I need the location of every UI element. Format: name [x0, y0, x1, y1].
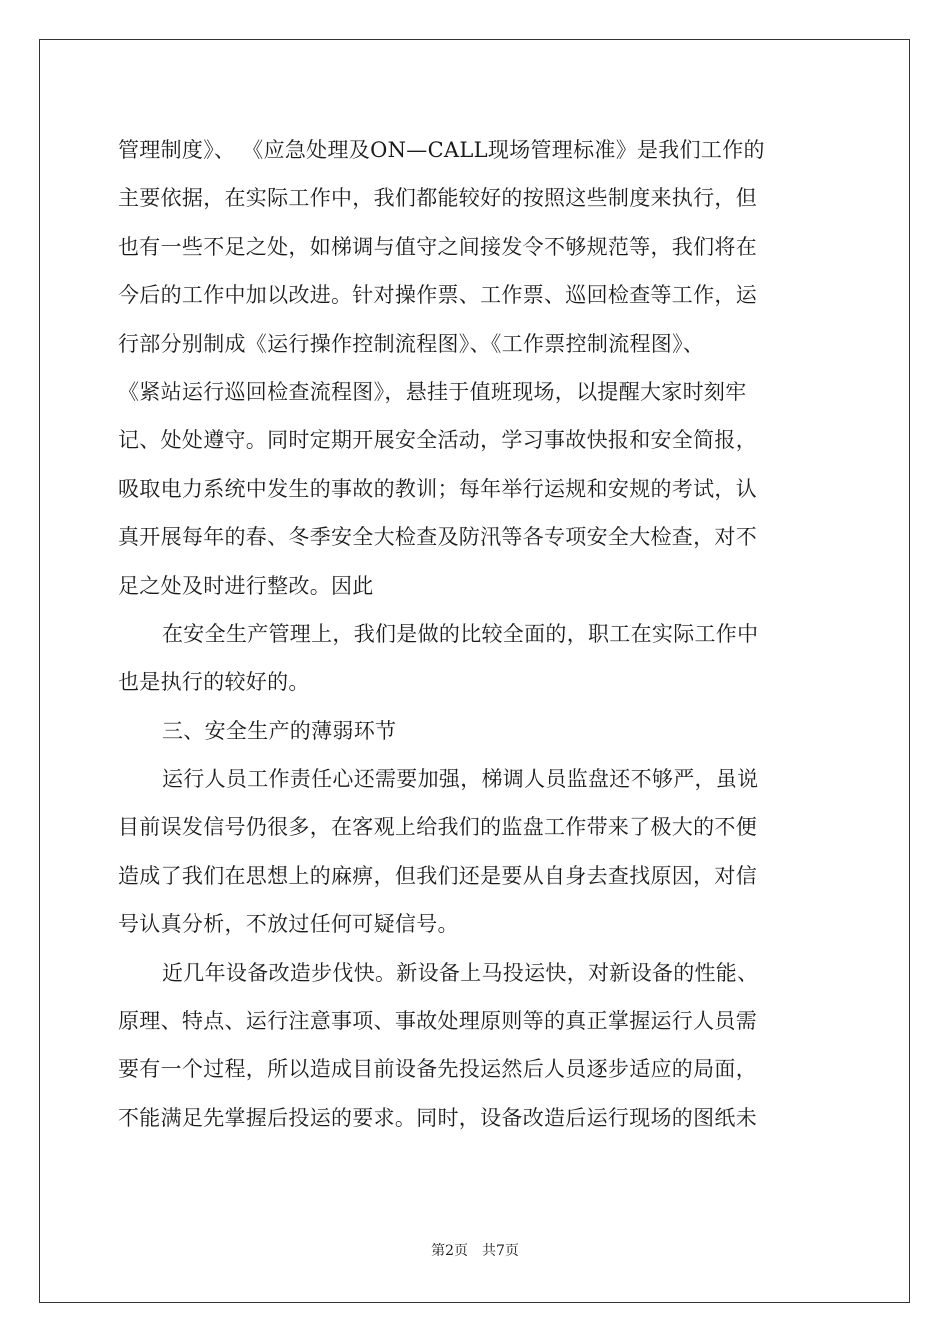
- page-number: 第2页: [431, 1243, 468, 1259]
- text-line: 主要依据，在实际工作中，我们都能较好的按照这些制度来执行，但: [118, 186, 757, 211]
- document-body: [118, 126, 832, 1142]
- text-line: 吸取电力系统中发生的事故的教训；每年举行运规和安规的考试，认: [118, 476, 757, 501]
- text-line: 记、处处遵守。同时定期开展安全活动，学习事故快报和安全简报，: [118, 428, 757, 453]
- text-line: 《紧站运行巡回检查流程图》，悬挂于值班现场，以提醒大家时刻牢: [118, 379, 747, 404]
- page-footer: [0, 1240, 950, 1260]
- text-line: 管理制度》、 《应急处理及ON—CALL现场管理标准》是我们工作的: [118, 138, 765, 162]
- page-total: 共7页: [482, 1243, 519, 1259]
- text-line: 原理、特点、运行注意事项、事故处理原则等的真正掌握运行人员需: [118, 1009, 757, 1034]
- text-line: 目前误发信号仍很多，在客观上给我们的监盘工作带来了极大的不便: [118, 815, 757, 840]
- text-line: 运行人员工作责任心还需要加强，梯调人员监盘还不够严，虽说: [162, 767, 759, 792]
- text-line: 行部分别制成《运行操作控制流程图》、《工作票控制流程图》、: [118, 331, 705, 356]
- text-line: 三、安全生产的薄弱环节: [162, 718, 397, 743]
- text-line: 要有一个过程，所以造成目前设备先投运然后人员逐步适应的局面，: [118, 1057, 757, 1082]
- text-line: 在安全生产管理上，我们是做的比较全面的，职工在实际工作中: [162, 621, 759, 646]
- text-line: 号认真分析，不放过任何可疑信号。: [118, 912, 459, 937]
- text-line: 真开展每年的春、冬季安全大检查及防汛等各专项安全大检查，对不: [118, 525, 757, 550]
- text-line: 近几年设备改造步伐快。新设备上马投运快，对新设备的性能、: [162, 960, 759, 985]
- text-line: 不能满足先掌握后投运的要求。同时，设备改造后运行现场的图纸未: [118, 1105, 757, 1130]
- text-line: 也有一些不足之处，如梯调与值守之间接发令不够规范等，我们将在: [118, 234, 757, 259]
- text-line: 也是执行的较好的。: [118, 670, 310, 695]
- text-line: 今后的工作中加以改进。针对操作票、工作票、巡回检查等工作，运: [118, 283, 757, 308]
- text-line: 造成了我们在思想上的麻痹，但我们还是要从自身去查找原因，对信: [118, 863, 757, 888]
- text-line: 足之处及时进行整改。因此: [118, 573, 374, 598]
